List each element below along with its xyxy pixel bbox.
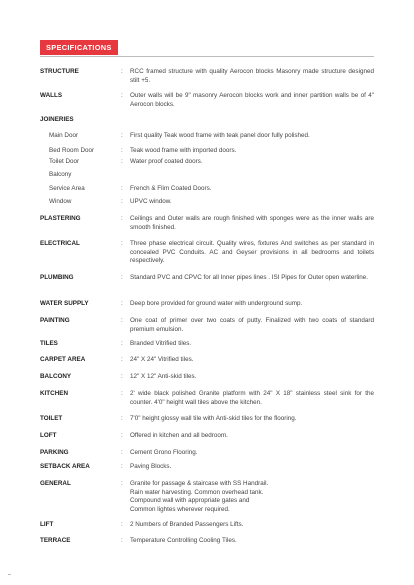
spec-value: Teak wood frame with imported doors. — [130, 147, 237, 154]
spec-value: First quality Teak wood frame with teak panel door fully polished. — [130, 132, 310, 139]
spec-colon: : — [121, 147, 123, 154]
spec-colon: : — [121, 480, 123, 487]
spec-value: Offered in kitchen and all bedroom. — [130, 432, 228, 439]
spec-label: WALLS — [40, 92, 63, 99]
spec-value: 2' wide black polished Granite platform with 24" X 18" stainless steel sink for the counter. 4'0" height wall tiles above the kitchen. — [130, 390, 374, 406]
spec-colon: : — [121, 198, 123, 205]
spec-label: BALCONY — [40, 373, 72, 380]
spec-colon: : — [121, 215, 123, 222]
spec-label: Main Door — [49, 132, 79, 139]
spec-colon: : — [121, 463, 123, 470]
spec-label: TERRACE — [40, 537, 71, 544]
spec-label: TILES — [40, 340, 58, 347]
spec-colon: : — [121, 300, 123, 307]
spec-value: Ceilings and Outer walls are rough finished with sponges were as the inner walls are smooth finished. — [130, 215, 374, 231]
spec-colon: : — [121, 390, 123, 397]
spec-label: WATER SUPPLY — [40, 300, 89, 307]
spec-label: Toilet Door — [49, 158, 80, 165]
spec-label: SETBACK AREA — [40, 463, 90, 470]
page-mark — [8, 574, 11, 575]
spec-label: LIFT — [40, 521, 54, 528]
spec-label: Window — [49, 198, 72, 205]
spec-colon: : — [121, 340, 123, 347]
spec-colon: : — [121, 274, 123, 281]
spec-value: Water proof coated doors. — [130, 158, 203, 165]
spec-value: RCC framed structure with quality Aerocon blocks Masonry made structure designed stilt +5. — [130, 68, 374, 84]
spec-label: TOILET — [40, 415, 63, 422]
spec-label: PLASTERING — [40, 215, 81, 222]
spec-value: One coat of primer over two coats of putty. Finalized with two coats of standard premium emulsion. — [130, 317, 374, 333]
spec-value: 7'0" height glossy wall tile with Anti-skid tiles for the flooring. — [130, 415, 297, 422]
spec-value: Temperature Controlling Cooling Tiles. — [130, 537, 237, 544]
spec-value: 12" X 12" Anti-skid tiles. — [130, 373, 197, 380]
spec-label: Balcony — [49, 171, 72, 178]
spec-value: 2 Numbers of Branded Passengers Lifts. — [130, 521, 244, 528]
spec-colon: : — [121, 415, 123, 422]
spec-value: Paving Blocks. — [130, 463, 172, 470]
spec-colon: : — [121, 537, 123, 544]
section-title-badge: SPECIFICATIONS — [40, 40, 118, 55]
spec-label: KITCHEN — [40, 390, 68, 397]
spec-colon: : — [121, 185, 123, 192]
spec-colon: : — [121, 317, 123, 324]
spec-label: ELECTRICAL — [40, 240, 80, 247]
spec-value: 24" X 24" Vitrified tiles. — [130, 356, 194, 363]
spec-value: Granite for passage & staircase with SS Handrail. Rain water harvesting. Common overhead tank. Compound wall with appropriate gates and Common lightes wherever required. — [130, 480, 269, 513]
spec-colon: : — [121, 356, 123, 363]
spec-colon: : — [121, 449, 123, 456]
spec-value: Deep bore provided for ground water with underground sump. — [130, 300, 303, 307]
spec-value: Branded Vitrified tiles. — [130, 340, 192, 347]
spec-value: Three phase electrical circuit. Quality wires, fixtures And switches as per standard in concealed PVC Conduits. AC and Geyser provisions in all bedrooms and toilets respectively. — [130, 240, 374, 264]
spec-value: UPVC window. — [130, 198, 172, 205]
spec-label: Service Area — [49, 185, 85, 192]
spec-label: GENERAL — [40, 480, 71, 487]
spec-value: Outer walls will be 9" masonry Aerocon blocks work and inner partition walls be of 4" Aerocon blocks. — [130, 92, 374, 108]
spec-label: Bed Room Door — [49, 147, 95, 154]
spec-colon: : — [121, 521, 123, 528]
spec-label: STRUCTURE — [40, 68, 79, 75]
spec-label: PAINTING — [40, 317, 70, 324]
spec-colon: : — [121, 158, 123, 165]
spec-value: Standard PVC and CPVC for all Inner pipes lines . ISI Pipes for Outer open waterline. — [130, 274, 369, 281]
spec-label: LOFT — [40, 432, 57, 439]
spec-value: Cement Grono Flooring. — [130, 449, 198, 456]
spec-label: JOINERIES — [40, 116, 74, 123]
spec-colon: : — [121, 373, 123, 380]
spec-colon: : — [121, 432, 123, 439]
spec-colon: : — [121, 68, 123, 75]
spec-label: CARPET AREA — [40, 356, 86, 363]
spec-label: PLUMBING — [40, 274, 74, 281]
spec-value: French & Flim Coated Doors. — [130, 185, 212, 192]
spec-colon: : — [121, 92, 123, 99]
spec-colon: : — [121, 132, 123, 139]
spec-colon: : — [121, 240, 123, 247]
spec-label: PARKING — [40, 449, 69, 456]
